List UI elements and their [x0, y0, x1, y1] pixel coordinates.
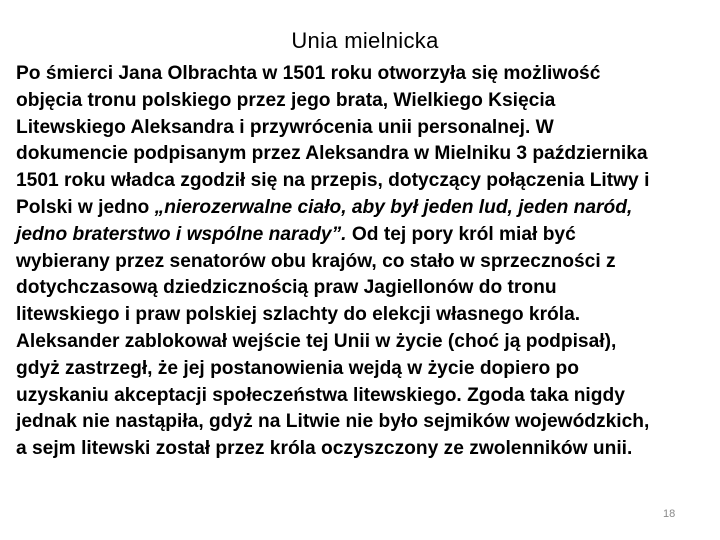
- body-line: [16, 195, 716, 222]
- body-text: Od tej pory król miał być: [346, 223, 576, 245]
- body-line: 1501 roku władca zgodził się na przepis, dotyczący połączenia Litwy i: [16, 170, 650, 192]
- body-line: a sejm litewski został przez króla oczyszczony ze zwolenników unii.: [16, 438, 633, 460]
- page-number: 18: [663, 508, 676, 520]
- body-line: wybierany przez senatorów obu krajów, co stało w sprzeczności z: [16, 250, 616, 272]
- italic-quote: „nierozerwalne ciało, aby był jeden lud, jeden naród,: [154, 196, 633, 218]
- body-line: uzyskaniu akceptacji społeczeństwa litewskiego. Zgoda taka nigdy: [16, 384, 625, 406]
- italic-quote: jedno braterstwo i wspólne narady”.: [16, 223, 347, 245]
- body-line: [16, 222, 716, 249]
- body-line: jednak nie nastąpiła, gdyż na Litwie nie było sejmików wojewódzkich,: [16, 411, 650, 433]
- slide-body: [16, 61, 716, 463]
- slide-title: Unia mielnicka: [291, 28, 439, 53]
- body-line: dokumencie podpisanym przez Aleksandra w Mielniku 3 października: [16, 143, 648, 165]
- body-text: Polski w jedno: [16, 196, 155, 218]
- body-line: objęcia tronu polskiego przez jego brata, Wielkiego Księcia: [16, 89, 556, 111]
- body-line: Aleksander zablokował wejście tej Unii w życie (choć ją podpisał),: [16, 330, 617, 352]
- body-line: gdyż zastrzegł, że jej postanowienia wejdą w życie dopiero po: [16, 357, 579, 379]
- body-line: litewskiego i praw polskiej szlachty do elekcji własnego króla.: [16, 304, 581, 326]
- body-line: dotychczasową dziedzicznością praw Jagiellonów do tronu: [16, 277, 557, 299]
- body-line: Po śmierci Jana Olbrachta w 1501 roku otworzyła się możliwość: [16, 63, 601, 84]
- body-line: Litewskiego Aleksandra i przywrócenia unii personalnej. W: [16, 116, 554, 138]
